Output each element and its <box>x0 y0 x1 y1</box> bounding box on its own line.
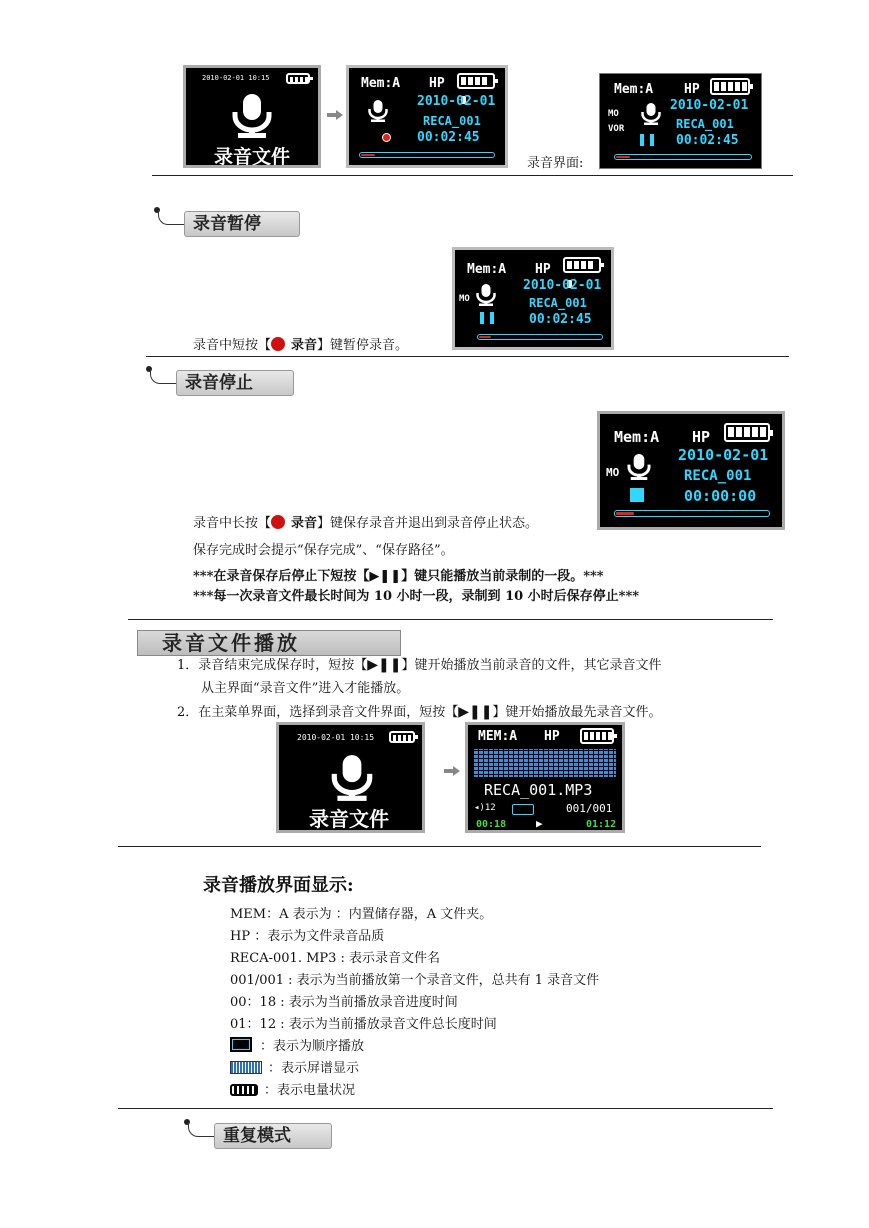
stop-icon <box>630 488 644 502</box>
progress-bar <box>359 152 495 158</box>
display-heading: 录音播放界面显示: <box>203 875 354 896</box>
tab-hook <box>150 369 177 384</box>
battery-icon <box>457 73 495 89</box>
date-text: 2010-02-01 <box>670 98 749 113</box>
play-pause-key-icon: ▶❚❚ <box>458 704 493 720</box>
spectrum-icon <box>230 1061 262 1074</box>
desc-text: ：表示电量状况 <box>264 1083 356 1098</box>
track-count-text: 001/001 <box>566 802 613 815</box>
record-files-label: 录音文件 <box>214 146 291 168</box>
memory-label: Mem:A <box>361 76 401 91</box>
record-key-label: 录音 <box>291 516 318 531</box>
note-after: 】键只能播放当前录制的一段。*** <box>401 569 604 584</box>
pause-screen <box>452 247 614 350</box>
memory-label: Mem:A <box>467 262 507 277</box>
recording-screen-vor <box>599 73 762 169</box>
divider <box>146 356 789 357</box>
elapsed-time-text: 00:02:45 <box>529 312 592 327</box>
play-icon: ▶ <box>536 817 543 830</box>
pause-icon <box>640 134 654 146</box>
item-text-b: 】键开始播放最先录音文件。 <box>492 705 662 720</box>
record-status-dot <box>382 133 391 142</box>
elapsed-time-text: 00:00:00 <box>684 487 757 505</box>
microphone-icon <box>626 452 652 482</box>
memory-label: Mem:A <box>614 428 660 446</box>
total-time-text: 01:12 <box>586 819 617 830</box>
section-bar-playback: 录音文件播放 <box>137 630 401 656</box>
battery-icon <box>580 728 614 744</box>
datetime-text: 2010-02-01 10:15 <box>202 74 270 82</box>
tab-hook <box>158 210 185 225</box>
mode-label: MO <box>606 466 620 479</box>
section-title: 录音停止 <box>176 370 294 396</box>
file-name-text: RECA_001 <box>676 117 734 131</box>
text-before: 录音中长按【 <box>193 516 272 531</box>
desc-line: 001/001 : 表示为当前播放第一个录音文件，总共有 1 录音文件 <box>230 973 600 988</box>
playback-item-2 <box>177 704 662 721</box>
stop-instruction <box>193 515 538 532</box>
text-after: 】键保存录音并退出到录音停止状态。 <box>317 516 539 531</box>
file-name-text: RECA_001 <box>529 296 587 310</box>
quality-label: HP <box>429 76 445 91</box>
microphone-icon <box>367 98 389 124</box>
divider <box>152 175 793 176</box>
quality-label: HP <box>544 729 560 744</box>
file-name-text: RECA_001.MP3 <box>484 781 593 799</box>
battery-icon <box>724 423 770 442</box>
mode-label: MO <box>608 109 619 119</box>
desc-line: RECA-001. MP3 : 表示录音文件名 <box>230 951 441 966</box>
divider <box>118 1108 773 1109</box>
playback-item-1-cont: 从主界面“录音文件”进入才能播放。 <box>201 681 410 696</box>
sequence-mode-icon <box>230 1037 252 1052</box>
display-lines <box>230 904 599 1102</box>
play-pause-key-icon: ▶❚❚ <box>369 569 402 584</box>
item-text-a: 2．在主菜单界面，选择到录音文件界面，短按【 <box>177 705 459 720</box>
battery-icon <box>563 257 601 273</box>
microphone-icon <box>640 102 662 126</box>
record-key-icon <box>271 337 285 351</box>
date-text: 2010-02-01 <box>678 446 769 464</box>
elapsed-time-text: 00:02:45 <box>417 130 480 145</box>
battery-icon <box>230 1084 258 1096</box>
text-before: 录音中短按【 <box>193 338 272 353</box>
spectrum-display <box>474 747 616 777</box>
desc-line: 00：18 : 表示为当前播放录音进度时间 <box>230 995 458 1010</box>
text-after: 】键暂停录音。 <box>317 338 409 353</box>
file-name-text: RECA_001 <box>684 468 752 484</box>
elapsed-time-text: 00:18 <box>476 819 507 830</box>
quality-label: HP <box>684 82 700 97</box>
vor-label: VOR <box>608 124 625 134</box>
desc-text: ：表示为顺序播放 <box>260 1039 365 1054</box>
playback-screen <box>465 722 625 833</box>
desc-line-sequence <box>230 1036 599 1058</box>
microphone-icon <box>475 282 497 308</box>
recording-screen-1 <box>346 65 508 168</box>
progress-bar <box>477 334 603 340</box>
datetime-text: 2010-02-01 10:15 <box>297 733 375 742</box>
record-key-label: 录音 <box>291 338 318 353</box>
menu-screen-record-2 <box>276 722 425 833</box>
note-max-length: ***每一次录音文件最长时间为 10 小时一段，录制到 10 小时后保存停止*** <box>193 589 640 604</box>
pause-instruction <box>193 337 408 354</box>
record-files-label: 录音文件 <box>309 807 389 831</box>
arrow-icon <box>327 110 343 120</box>
item-text-b: 】键开始播放当前录音的文件，其它录音文件 <box>401 658 662 673</box>
quality-label: HP <box>692 428 711 446</box>
arrow-icon <box>443 766 461 776</box>
desc-line-spectrum <box>230 1058 599 1080</box>
battery-icon <box>710 78 750 95</box>
sequence-mode-icon <box>512 804 534 815</box>
playback-item-1 <box>177 657 662 674</box>
elapsed-time-text: 00:02:45 <box>676 133 739 148</box>
battery-icon <box>286 73 310 84</box>
date-text: 2010-02-01 <box>523 278 602 293</box>
recording-screen-label: 录音界面: <box>527 156 584 171</box>
date-text: 2010-02-01 <box>417 94 496 109</box>
desc-line: MEM：A 表示为 ：内置储存器，A 文件夹。 <box>230 907 493 922</box>
file-name-text: RECA_001 <box>423 114 481 128</box>
section-title: 重复模式 <box>214 1123 332 1149</box>
progress-bar <box>614 510 770 517</box>
note-before: ***在录音保存后停止下短按【 <box>193 569 370 584</box>
desc-line: 01：12 : 表示为当前播放录音文件总长度时间 <box>230 1017 497 1032</box>
divider <box>128 619 773 620</box>
desc-line-battery <box>230 1080 599 1102</box>
pause-icon <box>480 312 494 324</box>
quality-label: HP <box>535 262 551 277</box>
memory-label: Mem:A <box>614 82 654 97</box>
record-key-icon <box>271 515 285 529</box>
mode-label: MO <box>459 294 470 304</box>
progress-bar <box>614 154 752 160</box>
menu-screen-record <box>183 65 321 168</box>
divider <box>118 846 761 847</box>
item-text-a: 1．录音结束完成保存时，短按【 <box>177 658 368 673</box>
note-play-after-save <box>193 569 604 585</box>
desc-line: HP ：表示为文件录音品质 <box>230 929 385 944</box>
desc-text: ：表示屏谱显示 <box>268 1061 360 1076</box>
microphone-icon <box>329 753 375 803</box>
stop-screen <box>597 411 785 530</box>
memory-label: MEM:A <box>478 729 518 744</box>
battery-icon <box>389 731 415 743</box>
volume-text: ◂)12 <box>474 803 496 813</box>
microphone-icon <box>230 92 274 140</box>
tab-hook <box>188 1122 215 1137</box>
section-title: 录音暂停 <box>184 211 300 237</box>
save-prompt-text: 保存完成时会提示“保存完成”、“保存路径”。 <box>193 543 454 558</box>
play-pause-key-icon: ▶❚❚ <box>367 657 402 673</box>
